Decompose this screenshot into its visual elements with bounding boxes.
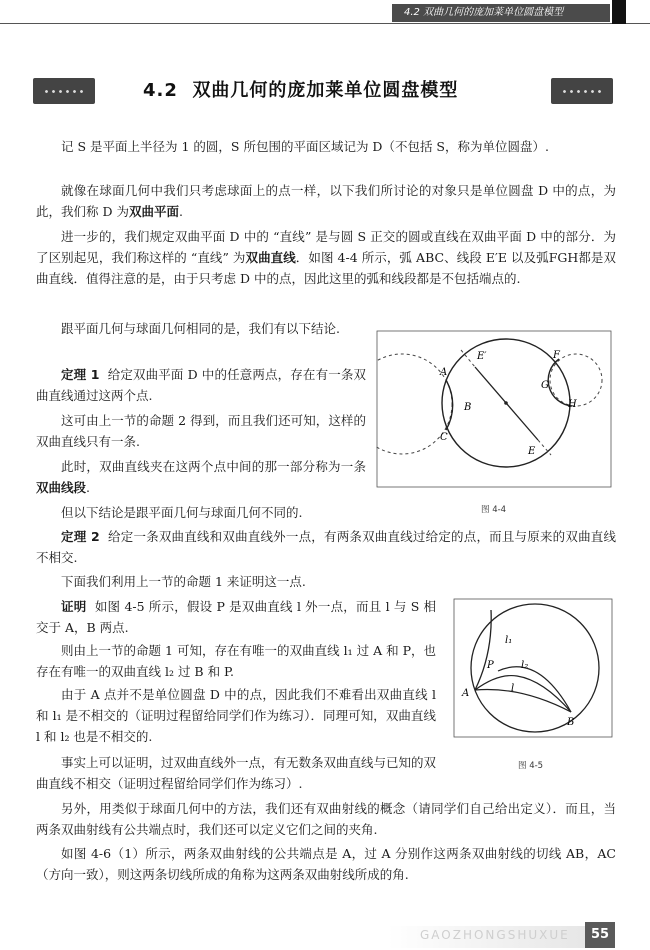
label-E-prime: E′ xyxy=(477,351,487,362)
paragraph: 则由上一节的命题 1 可知，存在有唯一的双曲直线 l₁ 过 A 和 P，也存在有唯一的双曲直线 l₂ 过 B 和 P. xyxy=(36,643,436,679)
label-A: A xyxy=(440,367,448,378)
term-hyperbolic-plane: 双曲平面 xyxy=(128,204,179,219)
proof-paragraph: 证明 如图 4-5 所示，假设 P 是双曲直线 l 外一点，而且 l 与 S 相交于 A，B 两点. xyxy=(36,599,436,635)
label-H: H xyxy=(568,399,577,410)
header-rule xyxy=(0,23,650,24)
page-footer xyxy=(0,916,650,950)
theorem-2-label: 定理 2 xyxy=(61,529,100,544)
theorem-2: 定理 2 给定一条双曲直线和双曲直线外一点，有两条双曲直线过给定的点，而且与原来的双曲直线不相交. xyxy=(36,529,616,565)
theorem-1: 定理 1 给定双曲平面 D 中的任意两点，存在有一条双曲直线通过这两个点. xyxy=(36,367,366,403)
label-B: B xyxy=(464,402,472,413)
section-title-bar xyxy=(33,78,613,104)
figure-4-4-caption: 图 4-4 xyxy=(481,505,507,515)
paragraph: 记 S 是平面上半径为 1 的圆，S 所包围的平面区域记为 D（不包括 S，称为单位圆盘）. xyxy=(61,139,549,154)
running-title: 4.2 双曲几何的庞加莱单位圆盘模型 xyxy=(392,4,610,22)
label-l1: l₁ xyxy=(505,635,513,646)
theorem-1-label: 定理 1 xyxy=(61,367,100,382)
figure-4-5-caption: 图 4-5 xyxy=(518,761,544,771)
paragraph: 这可由上一节的命题 2 得到，而且我们还可知，这样的双曲直线只有一条. xyxy=(36,413,366,449)
label-G: G xyxy=(541,380,549,391)
label-C: C xyxy=(440,432,448,443)
label-l2: l₂ xyxy=(521,660,529,671)
section-title xyxy=(143,76,458,102)
paragraph: 此时，双曲直线夹在这两个点中间的那一部分称为一条双曲线段. xyxy=(36,459,366,495)
label-A: A xyxy=(462,688,470,699)
header-block xyxy=(612,0,626,24)
paragraph: 下面我们利用上一节的命题 1 来证明这一点. xyxy=(61,574,306,589)
label-B: B xyxy=(567,717,575,728)
paragraph: 另外，用类似于球面几何中的方法，我们还有双曲射线的概念（请同学们自己给出定义）．而且，当两条双曲射线有公共端点时，我们还可以定义它们之间的夹角. xyxy=(36,801,616,837)
paragraph: 进一步的，我们规定双曲平面 D 中的 “直线” 是与圆 S 正交的圆或直线在双曲平面 D 中的部分．为了区别起见，我们称这样的 “直线” 为双曲直线．如图 4-4 所示，弧 ABC、线段 E′E 以及弧FGH都是双曲直线．值得注意的是，由于只考虑 D 中的点，因此这里的弧和线段都是不包括端点的. xyxy=(36,229,616,286)
section-title-text: 双曲几何的庞加莱单位圆盘模型 xyxy=(192,80,459,101)
title-decoration-right xyxy=(551,78,613,104)
label-P: P xyxy=(487,660,494,671)
figure-4-4 xyxy=(376,330,612,488)
paragraph: 事实上可以证明，过双曲直线外一点，有无数条双曲直线与已知的双曲直线不相交（证明过程留给同学们作为练习）. xyxy=(36,755,437,791)
label-E: E xyxy=(528,446,536,457)
page-number: 55 xyxy=(585,922,615,948)
title-decoration-left xyxy=(33,78,95,104)
running-header xyxy=(0,0,650,24)
section-number: 4.2 xyxy=(143,80,178,101)
paragraph: 如图 4-6（1）所示，两条双曲射线的公共端点是 A，过 A 分别作这两条双曲射线的切线 AB，AC（方向一致），则这两条切线所成的角称为这两条双曲射线所成的角. xyxy=(36,846,616,882)
term-hyperbolic-line: 双曲直线 xyxy=(245,250,296,265)
proof-label: 证明 xyxy=(61,599,87,614)
figure-4-5 xyxy=(453,598,613,738)
label-l: l xyxy=(511,683,515,694)
paragraph: 就像在球面几何中我们只考虑球面上的点一样，以下我们所讨论的对象只是单位圆盘 D 中的点，为此，我们称 D 为双曲平面. xyxy=(36,183,616,219)
term-hyperbolic-segment: 双曲线段 xyxy=(36,480,87,495)
watermark: GAOZHONGSHUXUE xyxy=(420,928,570,942)
paragraph: 跟平面几何与球面几何相同的是，我们有以下结论. xyxy=(61,321,340,336)
paragraph: 由于 A 点并不是单位圆盘 D 中的点，因此我们不难看出双曲直线 l 和 l₁ 是不相交的（证明过程留给同学们作为练习）．同理可知，双曲直线 l 和 l₂ 也是不相交的. xyxy=(36,687,436,744)
paragraph: 但以下结论是跟平面几何与球面几何不同的. xyxy=(61,505,303,520)
label-F: F xyxy=(553,350,560,361)
